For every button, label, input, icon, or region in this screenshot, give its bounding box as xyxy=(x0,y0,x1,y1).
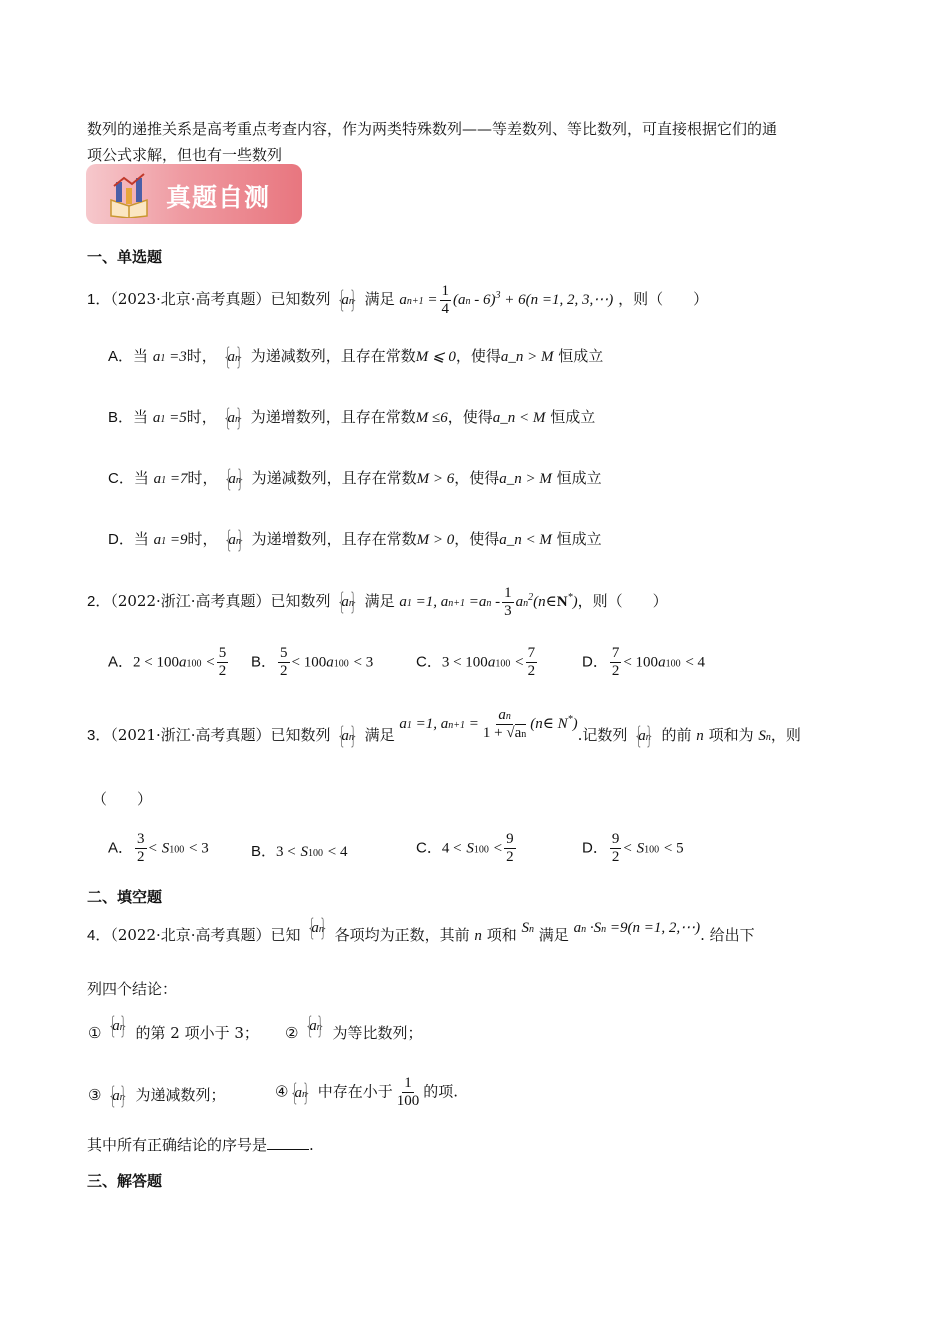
q4-conclusion-1: ① { an } 的第 2 项小于 3； xyxy=(88,1022,259,1043)
q3-stem: 3．（2021·浙江·高考真题）已知数列 { an } 满足 a1 =1, an+1 = $\frac{an}{1 + √an}$ (n∈ N*).记数列 { an } 的前 n 项和为 Sn，则 xyxy=(87,720,801,753)
q3-option-a[interactable]: A． $\frac{3}{2}$ < S100 < 3 xyxy=(108,831,209,865)
q3-paren: （ ） xyxy=(92,790,153,808)
seq-an: { an } xyxy=(632,728,657,745)
intro-line-1: 数列的递推关系是高考重点考查内容，作为两类特殊数列——等差数列、等比数列，可直接根据它们的通 xyxy=(87,120,778,138)
q3-option-d[interactable]: D． $\frac{9}{2}$ < S100 < 5 xyxy=(582,831,684,865)
seq-an: { an } xyxy=(106,1088,131,1105)
q4-line-2: 列四个结论： xyxy=(87,980,178,998)
q1-option-a[interactable]: A．当 a1 =3时， { an } 为递减数列，且存在常数M ⩽ 0，使得a_n > M 恒成立 xyxy=(108,345,603,366)
q1-number: 1． xyxy=(87,290,111,308)
q1-recurrence: an+1 = $\frac{1}{4}$ (an - 6)$^3$ + 6(n =1, 2, 3,⋯) xyxy=(399,283,614,317)
q1-source: （2023·北京·高考真题）已知数列 xyxy=(110,289,331,308)
book-chart-icon xyxy=(108,172,150,218)
section-2-title: 二、填空题 xyxy=(87,888,163,906)
seq-an: { an } xyxy=(288,1085,313,1102)
q2-option-a[interactable]: A．2 < 100a100 < $\frac{5}{2}$ xyxy=(108,645,227,679)
q2-recurrence: a1 =1, an+1 =an - $\frac{1}{3}$ $an^2(n\in N^*)$ xyxy=(399,585,578,619)
q1-stem: 1．（2023·北京·高考真题）已知数列 { an } 满足 an+1 = $\frac{1}{4}$ (an - 6)$^3$ + 6(n =1, 2, 3,⋯) ，则（ ） xyxy=(87,284,708,317)
banner-title: 真题自测 xyxy=(166,183,271,212)
seq-an: { an } xyxy=(106,1018,131,1035)
q3-option-c[interactable]: C．4 < S100 < $\frac{9}{2}$ xyxy=(416,831,514,865)
seq-an: { an } xyxy=(335,728,360,745)
seq-an: { an } xyxy=(303,1018,328,1035)
seq-an: { an } xyxy=(221,349,246,366)
seq-an: { an } xyxy=(222,532,247,549)
q4-ask: 其中所有正确结论的序号是 . xyxy=(87,1136,314,1154)
q2-option-b[interactable]: B． $\frac{5}{2}$ < 100a100 < 3 xyxy=(251,645,374,679)
seq-an: { an } xyxy=(222,471,247,488)
q2-option-c[interactable]: C．3 < 100a100 < $\frac{7}{2}$ xyxy=(416,645,536,679)
q4-conclusion-4: ④{ an } 中存在小于 $\frac{1}{100}$ 的项. xyxy=(275,1076,458,1109)
q4-stem: 4．（2022·北京·高考真题）已知 { an } 各项均为正数，其前 n 项和 Sn 满足 an ·Sn =9(n =1, 2,⋯). 给出下 xyxy=(87,924,755,945)
intro-line-2: 项公式求解，但也有一些数列 xyxy=(87,146,283,164)
q1-option-c[interactable]: C．当 a1 =7时， { an } 为递减数列，且存在常数M > 6，使得a_n > M 恒成立 xyxy=(108,467,602,488)
q2-stem: 2．（2022·浙江·高考真题）已知数列 { an } 满足 a1 =1, an+1 =an - $\frac{1}{3}$ $an^2(n\in N^*)$，则（ ） xyxy=(87,586,668,619)
section-banner xyxy=(86,164,302,224)
q2-option-d[interactable]: D． $\frac{7}{2}$ < 100a100 < 4 xyxy=(582,645,706,679)
section-3-title: 三、解答题 xyxy=(87,1172,163,1190)
q4-conclusion-3: ③ { an } 为递减数列； xyxy=(88,1084,226,1105)
q1-option-d[interactable]: D．当 a1 =9时， { an } 为递增数列，且存在常数M > 0，使得a_n < M 恒成立 xyxy=(108,528,602,549)
q4-conclusion-2: ② { an } 为等比数列； xyxy=(285,1022,423,1043)
seq-an: { an } xyxy=(335,594,360,611)
q1-option-b[interactable]: B．当 a1 =5时， { an } 为递增数列，且存在常数M ≤6，使得a_n < M 恒成立 xyxy=(108,406,595,427)
answer-blank[interactable] xyxy=(267,1148,309,1150)
seq-an: { an } xyxy=(221,410,246,427)
q3-option-b[interactable]: B．3 < S100 < 4 xyxy=(251,843,348,860)
q3-recurrence: a1 =1, an+1 = $\frac{an}{1 + √an}$ (n∈ N*) xyxy=(399,707,578,741)
q4-relation: an ·Sn =9(n =1, 2,⋯) xyxy=(573,920,701,936)
seq-an: { an } xyxy=(335,292,360,309)
section-1-title: 一、单选题 xyxy=(87,248,163,266)
seq-an: { an } xyxy=(305,920,330,937)
